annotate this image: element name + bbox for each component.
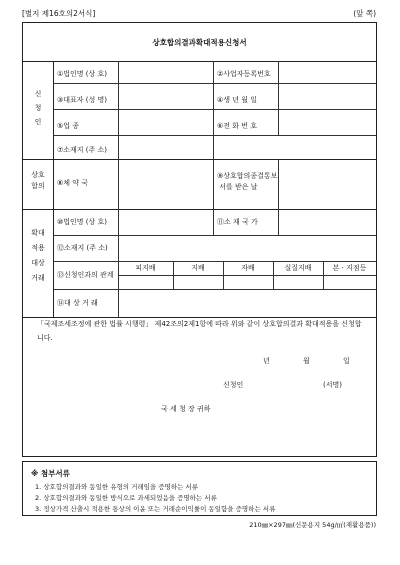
attachments-box [22, 461, 377, 516]
applicant-group-label: 신 청 인 [34, 90, 42, 126]
applicant-signature-label: 신청인 [223, 381, 244, 389]
relation-col-5: 본 · 지점등 [332, 264, 367, 272]
address-label: ⑦소재지 (주 소) [57, 146, 107, 154]
rep-name-label: ③대표자 (성 명) [57, 96, 107, 104]
birth-date-label: ④생 년 월 일 [217, 96, 257, 104]
relation-col-3: 자배 [241, 264, 255, 272]
application-form [22, 22, 377, 457]
signature-mark: (서명) [323, 381, 342, 389]
biz-no-label: ②사업자등록번호 [217, 70, 271, 78]
date-year: 년 [263, 357, 270, 365]
treaty-country-label: ⑧체 약 국 [57, 179, 89, 187]
date-month: 월 [303, 357, 310, 365]
addressee: 국 세 청 장 귀하 [161, 405, 211, 413]
form-header [22, 8, 378, 20]
business-type-label: ⑤업 종 [57, 122, 80, 130]
corp-name-label: ①법인명 (상 호) [57, 70, 107, 78]
attachments-title: ※ 첨부서류 [31, 469, 70, 478]
notice-date-label: ⑨상호합의종결통보 서를 받은 날 [217, 172, 278, 191]
form-title: 상호합의결과확대적용신청서 [23, 23, 376, 62]
target-corp-name-label: ⑩법인명 (상 호) [57, 218, 107, 226]
date-day: 일 [343, 357, 350, 365]
target-country-label: ⑪소 재 국 가 [217, 218, 258, 226]
paper-spec-footer: 210㎜×297㎜(신문용지 54g/㎡(재활용품)) [249, 521, 376, 529]
relation-label: ⑬신청인과의 관계 [57, 271, 114, 279]
page-side-label: (앞 쪽) [353, 9, 376, 18]
relation-col-2: 지배 [191, 264, 205, 272]
relation-col-4: 실질지배 [284, 264, 312, 272]
attachment-item: 1. 상호합의결과와 동일한 유형의 거래임을 증명하는 서류 [35, 483, 199, 491]
relation-col-1: 피지배 [135, 264, 156, 272]
attachment-item: 2. 상호합의결과와 동일한 방식으로 과세되었음을 증명하는 서류 [35, 494, 217, 502]
target-transaction-group-label: 확대 적용 대상 거래 [31, 229, 45, 282]
target-address-label: ⑫소재지 (주 소) [57, 244, 108, 252]
form-number: [별지 제16호의2서식] [22, 9, 96, 18]
attachment-item: 3. 정상가격 산출시 적용한 통상의 이윤 또는 거래순이익률이 동일함을 증명하는 서류 [35, 505, 276, 513]
declaration-text: 「국제조세조정에 관한 법률 시행령」 제42조의2제1항에 따라 위와 같이 상호합의결과 확대적용을 신청합니다. [37, 320, 362, 342]
phone-label: ⑥전 화 번 호 [217, 122, 257, 130]
mutual-agreement-group-label: 상호 합의 [31, 171, 45, 190]
target-deal-label: ⑭대 상 거 래 [57, 299, 98, 307]
